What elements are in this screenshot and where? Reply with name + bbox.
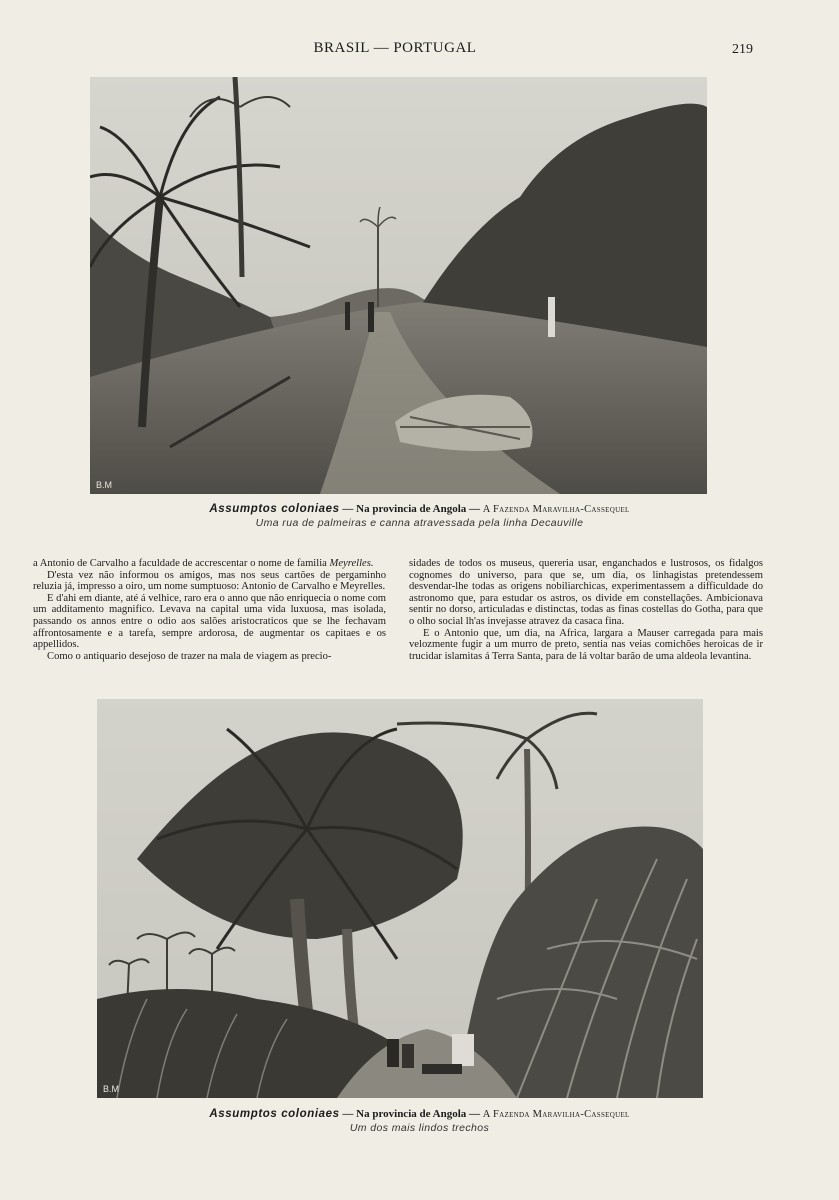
caption-separator: — <box>466 503 483 515</box>
page-number: 219 <box>732 42 753 57</box>
caption-farm: A Fazenda Maravilha-Cassequel <box>482 1109 630 1120</box>
paragraph-text: a Antonio de Carvalho a faculdade de accrescentar o nome de familia <box>33 558 330 569</box>
photo-palm-grove <box>97 699 703 1098</box>
caption-separator: — <box>466 1108 483 1120</box>
family-name: Meyrelles. <box>329 558 374 569</box>
caption-title: Assumptos coloniaes <box>209 1108 340 1120</box>
caption-separator: — <box>339 1108 357 1120</box>
page-header <box>0 40 839 64</box>
caption-separator: — <box>339 503 357 515</box>
paragraph: E d'ahi em diante, até á velhice, raro era o anno que não enriquecia o nome com um additamento magnifico. Levava na capital uma vida luxuosa, mas isolada, passando os annos entre o odio aos salões aristocraticos que se lhe fechavam affrontosamente e a tarefa, sempre ardorosa, de augmentar os capitaes e os appellidos. <box>33 592 386 651</box>
caption-place: Na provincia de Angola <box>356 1108 467 1120</box>
paragraph: D'esta vez não informou os amigos, mas nos seus cartões de pergaminho reluzia já, impresso a oiro, um nome sumptuoso: Antonio de Carvalho e Meyrelles. <box>33 569 386 593</box>
photo-palm-avenue-illustration <box>90 77 707 494</box>
paragraph: Como o antiquario desejoso de trazer na mala de viagem as precio- <box>47 650 332 662</box>
caption-title: Assumptos coloniaes <box>209 503 340 515</box>
caption-subtitle: Um dos mais lindos trechos <box>349 1122 490 1134</box>
article-column-right <box>409 558 763 662</box>
caption-place: Na provincia de Angola <box>356 503 467 515</box>
caption-subtitle: Uma rua de palmeiras e canna atravessada pela linha Decauville <box>255 517 584 529</box>
caption-photo-1 <box>0 503 839 530</box>
paragraph: sidades de todos os museus, quereria usar, enganchados e lustrosos, os fidalgos cognomes do universo, para que se, um dia, os linhagistas pretendessem desvendar-lhe todas as origens nobiliarchicas, experimentassem a difficuldade do astronomo que, para estudar os astros, os divide em constellações. Ambicionava sentir no dorso, articuladas e distinctas, todas as finas costellas do Gotha, para que o olho social lh'as invejasse atravez da casaca fina. <box>409 558 763 627</box>
photographer-monogram: B.M <box>103 1084 120 1094</box>
photographer-monogram: B.M <box>96 480 113 490</box>
paragraph: E o Antonio que, um dia, na Africa, largara a Mauser carregada para mais velozmente fugir a um murro de preto, sentia nas veias comichões heroicas de ir trucidar islamitas á Terra Santa, para de lá voltar barão de uma aldeola levantina. <box>409 627 763 662</box>
photo-palm-grove-illustration <box>97 699 703 1098</box>
running-title: BRASIL — PORTUGAL <box>313 40 477 56</box>
article-column-left <box>33 558 386 662</box>
photo-palm-avenue <box>90 77 707 494</box>
paragraph <box>33 558 386 570</box>
caption-photo-2 <box>0 1108 839 1135</box>
caption-farm: A Fazenda Maravilha-Cassequel <box>482 504 630 515</box>
